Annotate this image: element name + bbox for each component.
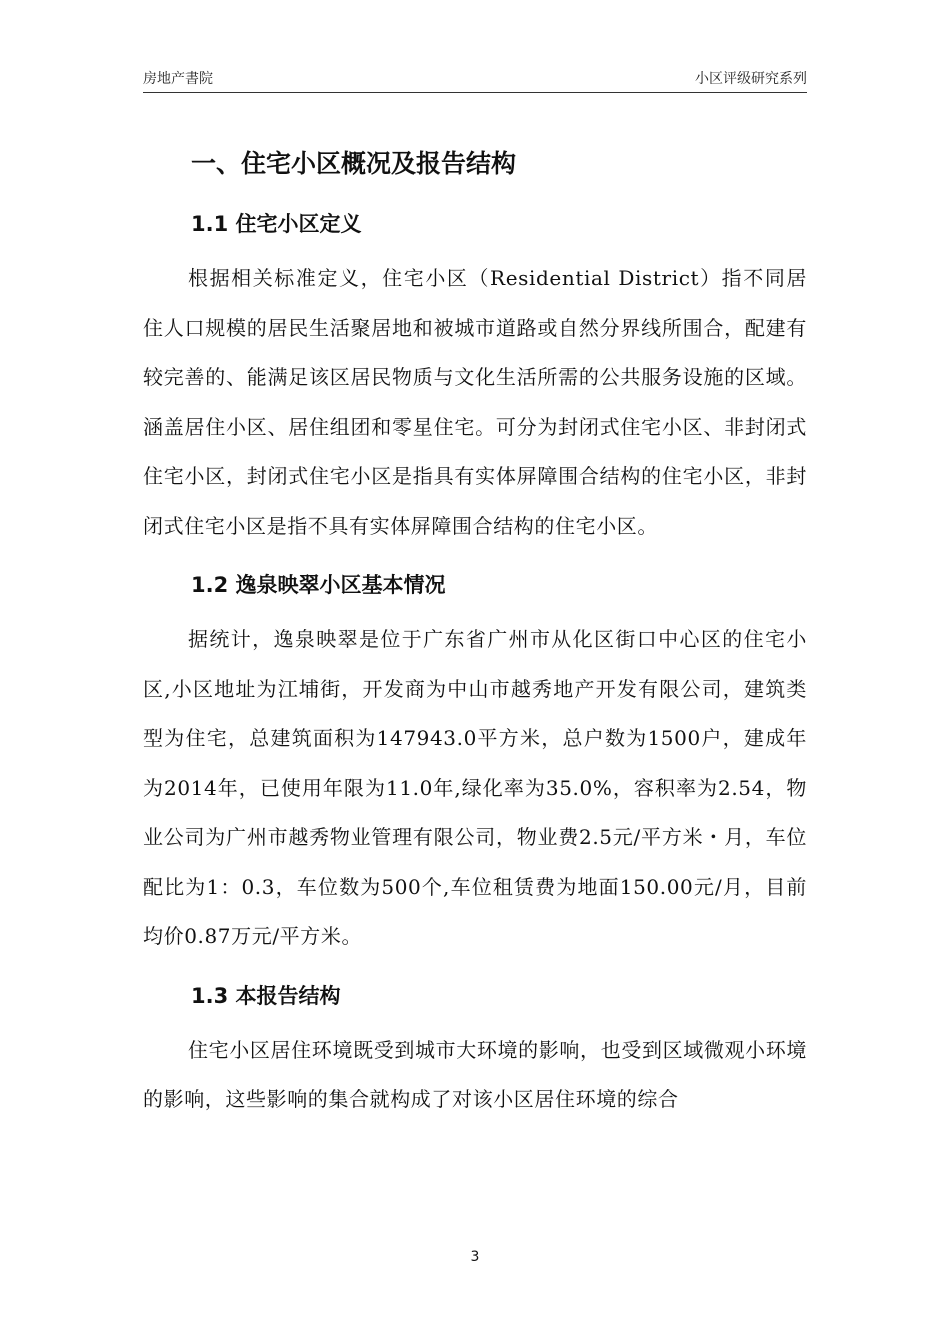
- section-paragraph-1-2: 据统计，逸泉映翠是位于广东省广州市从化区街口中心区的住宅小区,小区地址为江埔街，开发商为中山市越秀地产开发有限公司，建筑类型为住宅，总建筑面积为147943.0平方米，总户数为1500户，建成年为2014年，已使用年限为11.0年,绿化率为35.0%，容积率为2.54，物业公司为广州市越秀物业管理有限公司，物业费2.5元/平方米・月，车位配比为1：0.3，车位数为500个,车位租赁费为地面150.00元/月，目前均价0.87万元/平方米。: [143, 627, 807, 948]
- chapter-heading: 一、住宅小区概况及报告结构: [191, 149, 517, 178]
- section-paragraph-1-3: 住宅小区居住环境既受到城市大环境的影响，也受到区域微观小环境的影响，这些影响的集合就构成了对该小区居住环境的综合: [143, 1037, 807, 1111]
- section-title-1-2: 1.2 逸泉映翠小区基本情况: [191, 573, 446, 597]
- page-number: 3: [470, 1249, 480, 1265]
- section-title-1-3: 1.3 本报告结构: [191, 983, 341, 1008]
- header-right-text: 小区评级研究系列: [695, 71, 807, 87]
- document-body: [143, 140, 807, 1137]
- section-title-1-1: 1.1 住宅小区定义: [191, 212, 362, 236]
- page-header: [143, 66, 807, 92]
- header-left-text: 房地产書院: [143, 71, 213, 87]
- section-paragraph-1-1: 根据相关标准定义，住宅小区（Residential District）指不同居住人口规模的居民生活聚居地和被城市道路或自然分界线所围合，配建有较完善的、能满足该区居民物质与文化生活所需的公共服务设施的区域。涵盖居住小区、居住组团和零星住宅。可分为封闭式住宅小区、非封闭式住宅小区，封闭式住宅小区是指具有实体屏障围合结构的住宅小区，非封闭式住宅小区是指不具有实体屏障围合结构的住宅小区。: [143, 266, 807, 538]
- header-divider: [143, 92, 807, 93]
